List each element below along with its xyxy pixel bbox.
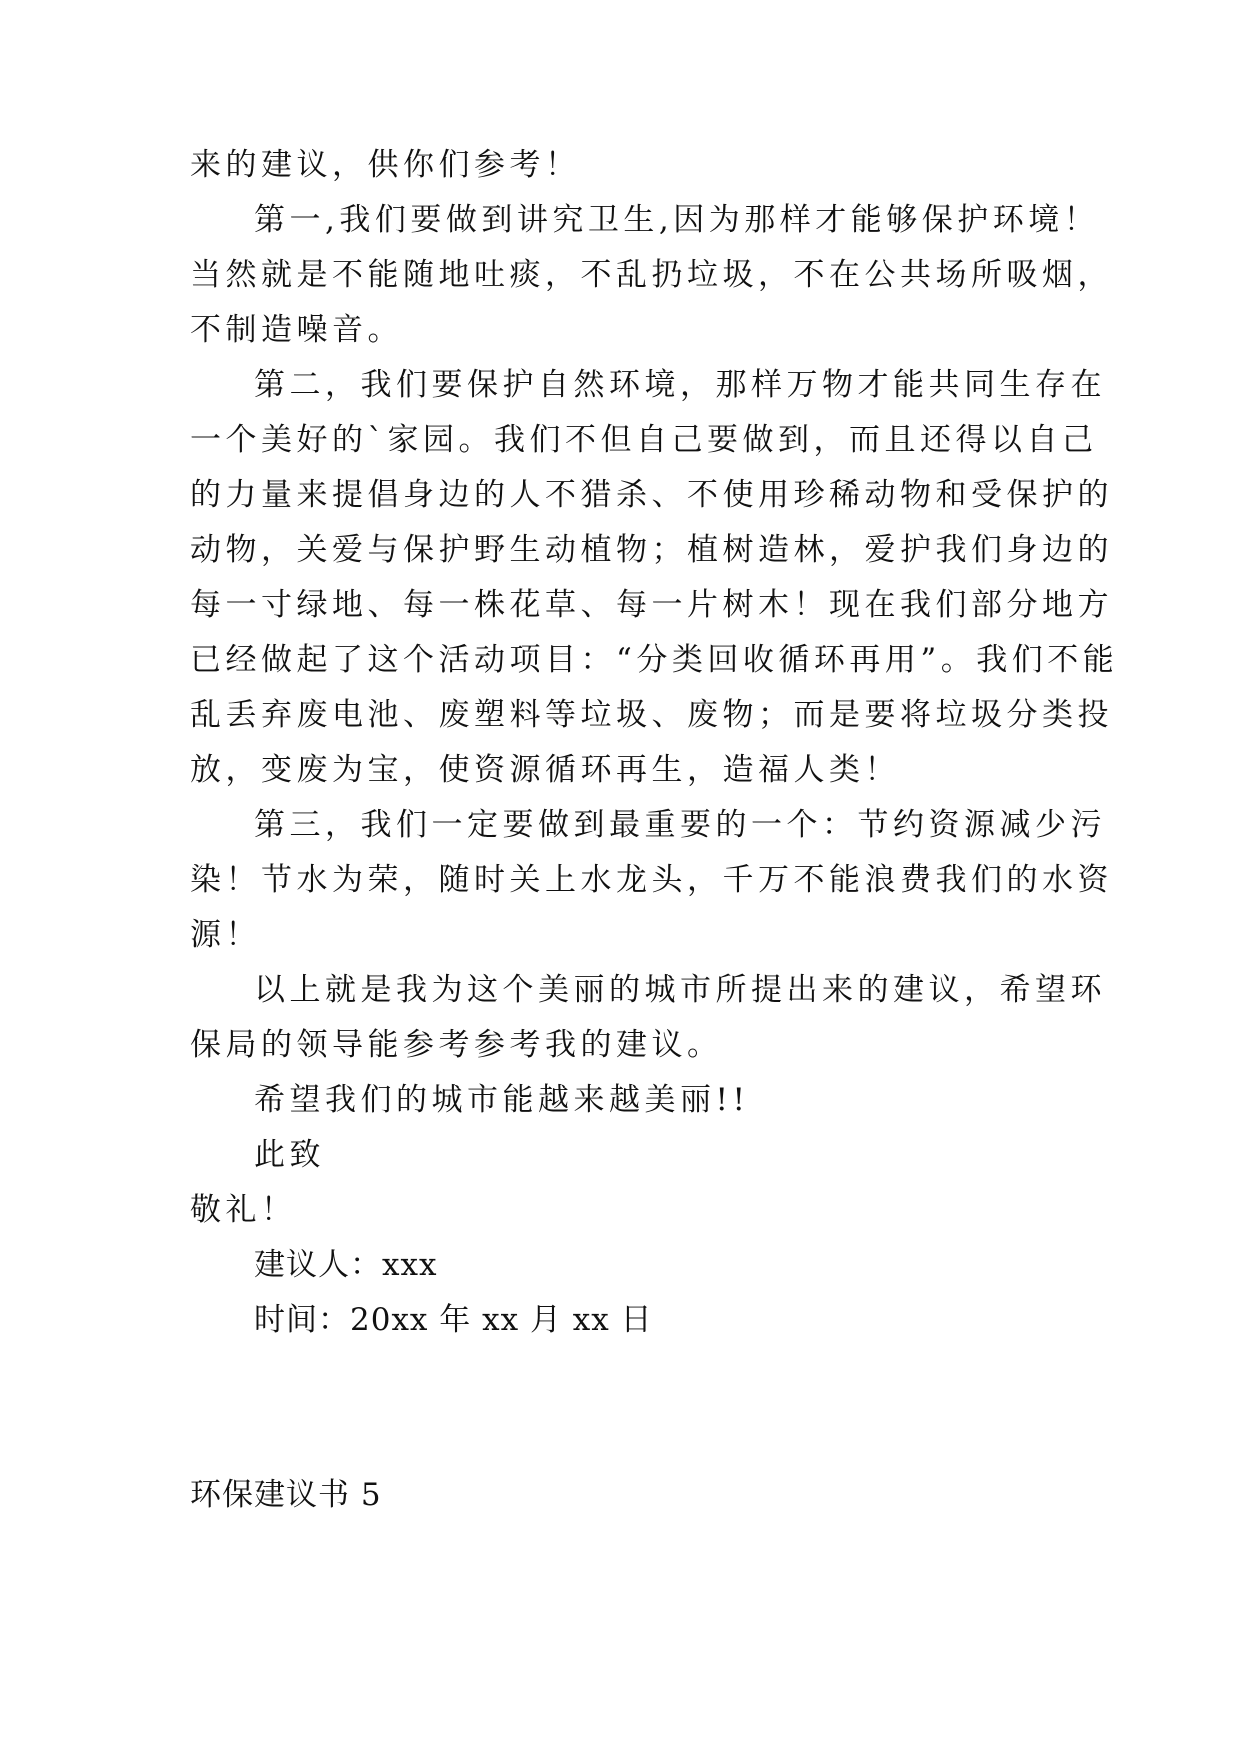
paragraph-line: 不制造噪音。 <box>190 312 403 348</box>
paragraph-line: 第二，我们要保护自然环境，那样万物才能共同生存在 <box>254 367 1106 403</box>
paragraph-line: 当然就是不能随地吐痰，不乱扔垃圾，不在公共场所吸烟， <box>190 257 1113 293</box>
paragraph-line: 以上就是我为这个美丽的城市所提出来的建议，希望环 <box>254 972 1106 1008</box>
paragraph-line: 源！ <box>190 917 261 953</box>
signer-line: 建议人：xxx <box>254 1247 438 1283</box>
paragraph-line: 第三，我们一定要做到最重要的一个：节约资源减少污 <box>254 807 1106 843</box>
paragraph-line: 第一,我们要做到讲究卫生,因为那样才能够保护环境！ <box>254 202 1100 238</box>
paragraph-line: 放，变废为宝，使资源循环再生，造福人类！ <box>190 752 900 788</box>
paragraph-line: 动物，关爱与保护野生动植物；植树造林，爱护我们身边的 <box>190 532 1113 568</box>
salutation-cizhi: 此致 <box>254 1137 325 1173</box>
paragraph-line: 染！节水为荣，随时关上水龙头，千万不能浪费我们的水资 <box>190 862 1113 898</box>
paragraph-line: 乱丢弃废电池、废塑料等垃圾、废物；而是要将垃圾分类投 <box>190 697 1113 733</box>
paragraph-line: 一个美好的`家园。我们不但自己要做到，而且还得以自己 <box>190 422 1098 458</box>
closing-wish: 希望我们的城市能越来越美丽!! <box>254 1082 750 1118</box>
paragraph-line: 的力量来提倡身边的人不猎杀、不使用珍稀动物和受保护的 <box>190 477 1113 513</box>
paragraph-line: 每一寸绿地、每一株花草、每一片树木！现在我们部分地方 <box>190 587 1113 623</box>
next-section-title: 环保建议书 5 <box>190 1477 382 1513</box>
paragraph-line: 保局的领导能参考参考我的建议。 <box>190 1027 723 1063</box>
salutation-jingli: 敬礼！ <box>190 1192 297 1228</box>
paragraph-line: 已经做起了这个活动项目：“分类回收循环再用”。我们不能 <box>190 642 1119 678</box>
date-line: 时间：20xx 年 xx 月 xx 日 <box>254 1302 653 1338</box>
paragraph-line: 来的建议，供你们参考！ <box>190 147 581 183</box>
